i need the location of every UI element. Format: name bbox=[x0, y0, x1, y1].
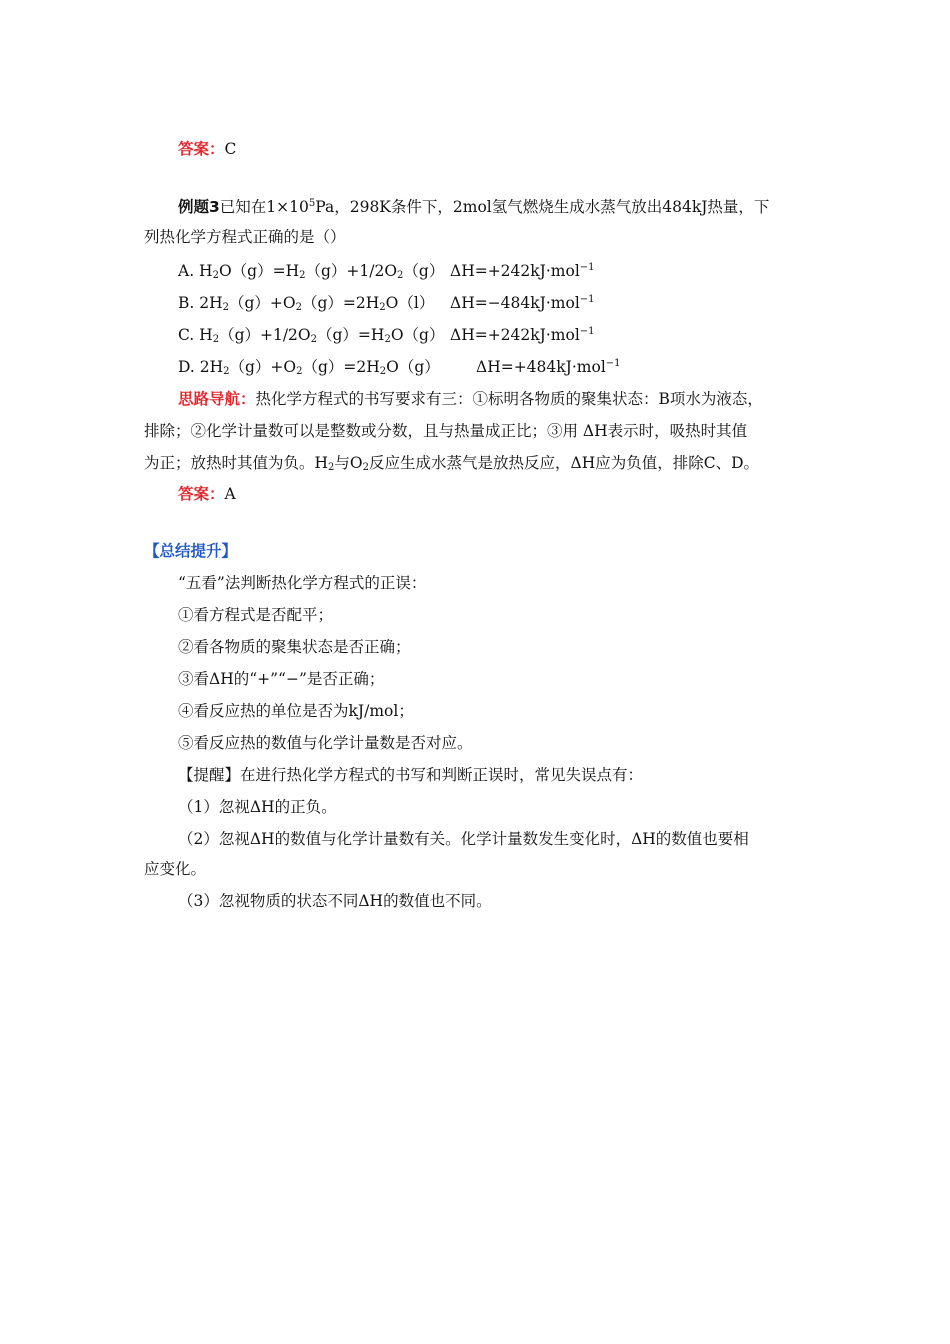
answer-value: C bbox=[224, 140, 237, 158]
navigation-line-2 bbox=[144, 421, 747, 441]
navigation-label: 思路导航： bbox=[178, 390, 256, 408]
option-c bbox=[178, 325, 595, 345]
answer-line-2 bbox=[178, 484, 236, 504]
option-a bbox=[178, 261, 595, 281]
option-b bbox=[178, 293, 595, 313]
option-enthalpy: ΔH=+242kJ·mol$^{-1}$ bbox=[450, 326, 595, 344]
answer-label: 答案： bbox=[178, 485, 225, 503]
answer-value: A bbox=[224, 485, 236, 503]
option-equation: D. $2H_2(g)+O_2(g)=2H_2O(g)$ bbox=[178, 358, 440, 377]
summary-item: ②看各物质的聚集状态是否正确； bbox=[178, 638, 411, 656]
superscript: 5 bbox=[308, 198, 316, 209]
option-d bbox=[178, 357, 621, 377]
question-text: 列热化学方程式正确的是（） bbox=[144, 228, 346, 246]
option-equation: A. $H_2O(g)=H_2(g)+1/2O_2(g)$ bbox=[178, 262, 445, 281]
tip-line: 【提醒】在进行热化学方程式的书写和判断正误时，常见失误点有： bbox=[178, 766, 644, 784]
summary-item: ④看反应热的单位是否为kJ/mol； bbox=[178, 702, 414, 720]
option-enthalpy: ΔH=+242kJ·mol$^{-1}$ bbox=[450, 262, 595, 280]
summary-heading: 【总结提升】 bbox=[144, 542, 238, 560]
option-enthalpy: ΔH=+484kJ·mol$^{-1}$ bbox=[476, 358, 621, 376]
question-text: 已知在1×10 bbox=[219, 198, 309, 216]
answer-label: 答案： bbox=[178, 140, 225, 158]
navigation-text: 热化学方程式的书写要求有三：①标明各物质的聚集状态：B项水为液态， bbox=[255, 390, 763, 408]
summary-item: ⑤看反应热的数值与化学计量数是否对应。 bbox=[178, 734, 473, 752]
example-label: 例题3 bbox=[178, 198, 220, 216]
navigation-text: 排除；②化学计量数可以是整数或分数，且与热量成正比；③用 ΔH表示时，吸热时其值 bbox=[144, 422, 748, 440]
summary-intro: “五看”法判断热化学方程式的正误： bbox=[178, 574, 427, 592]
option-equation: B. $2H_2(g)+O_2(g)=2H_2O(l)$ bbox=[178, 294, 435, 313]
answer-line-1 bbox=[178, 139, 236, 159]
summary-item: ③看ΔH的“+”“−”是否正确； bbox=[178, 670, 385, 688]
option-equation: C. $H_2(g)+1/2O_2(g)=H_2O(g)$ bbox=[178, 326, 445, 345]
example-question-line-2 bbox=[144, 227, 346, 247]
navigation-line-1 bbox=[178, 389, 763, 409]
tip-item: （2）忽视ΔH的数值与化学计量数有关。化学计量数发生变化时，ΔH的数值也要相 bbox=[178, 830, 749, 848]
example-question-line-1 bbox=[178, 197, 769, 217]
summary-item: ①看方程式是否配平； bbox=[178, 606, 334, 624]
question-text: Pa，298K条件下，2mol氢气燃烧生成水蒸气放出484kJ热量，下 bbox=[315, 198, 770, 216]
tip-item: （3）忽视物质的状态不同ΔH的数值也不同。 bbox=[178, 892, 492, 910]
navigation-line-3: 为正；放热时其值为负。$H_2$与$O_2$反应生成水蒸气是放热反应，ΔH应为负值，排除C、D。 bbox=[144, 454, 759, 473]
tip-item: （1）忽视ΔH的正负。 bbox=[178, 798, 337, 816]
tip-item-continued: 应变化。 bbox=[144, 860, 207, 878]
option-enthalpy: ΔH=−484kJ·mol$^{-1}$ bbox=[450, 294, 595, 312]
